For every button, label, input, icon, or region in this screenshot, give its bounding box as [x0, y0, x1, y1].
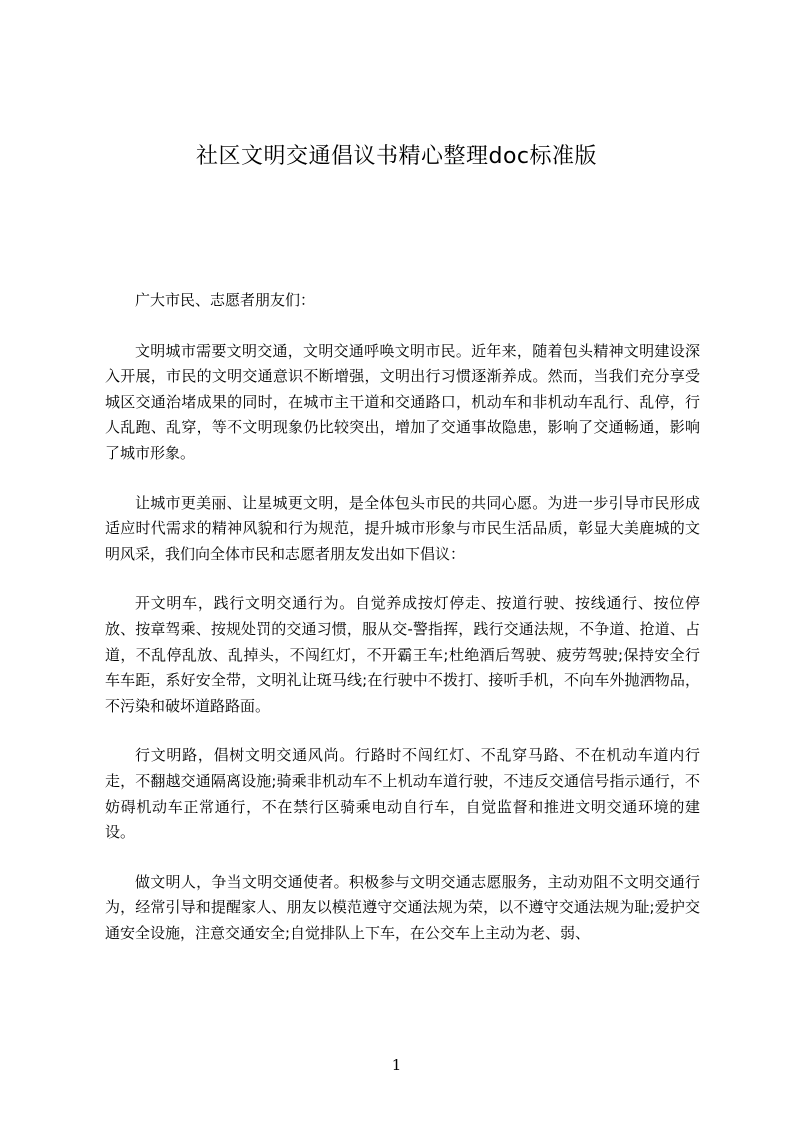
page-number: 1: [391, 1056, 402, 1074]
document-body: [105, 288, 700, 970]
paragraph-4: 行文明路，倡树文明交通风尚。行路时不闯红灯、不乱穿马路、不在机动车道内行走，不翻越交通隔离设施;骑乘非机动车不上机动车道行驶，不违反交通信号指示通行，不妨碍机动车正常通行，不在禁行区骑乘电动自行车，自觉监督和推进文明交通环境的建设。: [105, 746, 700, 842]
paragraph-2: 让城市更美丽、让星城更文明，是全体包头市民的共同心愿。为进一步引导市民形成适应时代需求的精神风貌和行为规范，提升城市形象与市民生活品质，彰显大美鹿城的文明风采，我们向全体市民和志愿者朋友发出如下倡议：: [105, 493, 700, 563]
paragraph-5: 做文明人，争当文明交通使者。积极参与文明交通志愿服务，主动劝阻不文明交通行为，经常引导和提醒家人、朋友以模范遵守交通法规为荣，以不遵守交通法规为耻;爱护交通安全设施，注意交通安全;自觉排队上下车，在公交车上主动为老、弱、: [105, 872, 700, 942]
paragraph-1: 文明城市需要文明交通，文明交通呼唤文明市民。近年来，随着包头精神文明建设深入开展，市民的文明交通意识不断增强，文明出行习惯逐渐养成。然而，当我们充分享受城区交通治堵成果的同时，在城市主干道和交通路口，机动车和非机动车乱行、乱停，行人乱跑、乱穿，等不文明现象仍比较突出，增加了交通事故隐患，影响了交通畅通，影响了城市形象。: [105, 341, 700, 462]
paragraph-3: 开文明车，践行文明交通行为。自觉养成按灯停走、按道行驶、按线通行、按位停放、按章驾乘、按规处罚的交通习惯，服从交-警指挥，践行交通法规，不争道、抢道、占道，不乱停乱放、乱掉头，不闯红灯，不开霸王车;杜绝酒后驾驶、疲劳驾驶;保持安全行车车距，系好安全带，文明礼让斑马线;在行驶中不拨打、接听手机，不向车外抛洒物品，不污染和破坏道路路面。: [105, 594, 700, 715]
document-title: 社区文明交通倡议书精心整理doc标准版: [195, 144, 598, 169]
greeting-line: 广大市民、志愿者朋友们：: [135, 291, 316, 309]
